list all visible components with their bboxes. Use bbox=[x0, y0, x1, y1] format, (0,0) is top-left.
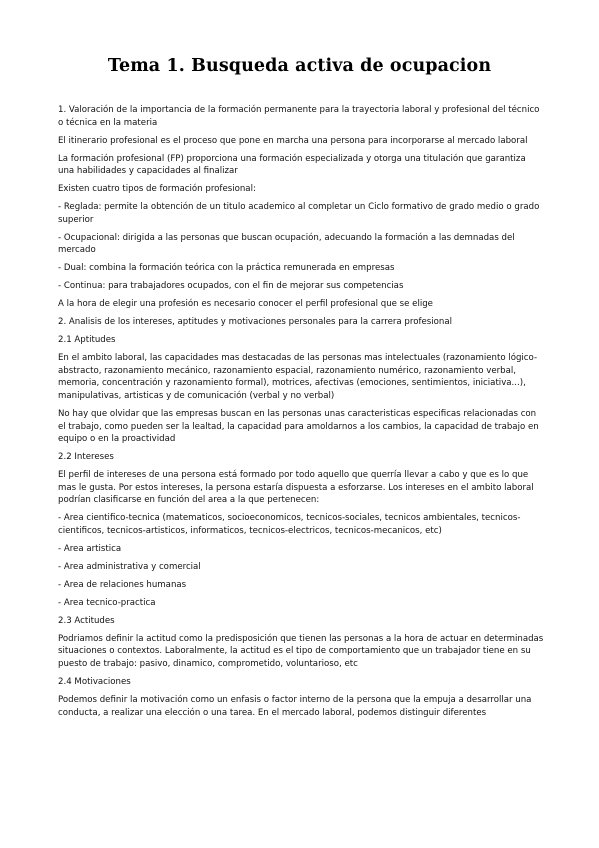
heading-section-1: 1. Valoración de la importancia de la formación permanente para la trayectoria laboral y profesional del técnico o técnica en la materia bbox=[58, 105, 540, 128]
list-item: - Ocupacional: dirigida a las personas que buscan ocupación, adecuando la formación a las demnadas del mercado bbox=[58, 232, 515, 256]
document-body bbox=[58, 104, 544, 725]
paragraph: El perfil de intereses de una persona está formado por todo aquello que querría llevar a cabo y que es lo que mas le gusta. Por estos intereses, la persona estaría dispuesta a esforzarse. Los intereses en el ambito laboral podrían clasificarse en función del area a la que pertenecen: bbox=[58, 470, 534, 506]
subheading-motivaciones: 2.4 Motivaciones bbox=[58, 676, 131, 687]
list-item: - Reglada: permite la obtención de un titulo academico al completar un Ciclo formativo de grado medio o grado superior bbox=[58, 202, 540, 225]
list-item: - Area cientifico-tecnica (matematicos, socioeconomicos, tecnicos-sociales, tecnicos ambientales, tecnicos-cientificos, tecnicos-artisticos, informaticos, tecnicos-electricos, tecnicos-mecanicos, etc) bbox=[58, 513, 521, 536]
list-item: - Area de relaciones humanas bbox=[58, 579, 187, 590]
paragraph: En el ambito laboral, las capacidades mas destacadas de las personas mas intelectuales (razonamiento lógico-abstracto, razonamiento mecánico, razonamiento espacial, razonamiento numérico, razonamiento verbal, memoria, concentración y razonamiento formal), motrices, afectivas (emociones, sentimientos, iniciativa...), manipulativas, artisticas y de comunicación (verbal y no verbal) bbox=[58, 353, 538, 401]
paragraph: Existen cuatro tipos de formación profesional: bbox=[58, 184, 256, 195]
paragraph: A la hora de elegir una profesión es necesario conocer el perfil profesional que se elige bbox=[58, 299, 433, 310]
subheading-aptitudes: 2.1 Aptitudes bbox=[58, 335, 116, 346]
list-item: - Dual: combina la formación teórica con la práctica remunerada en empresas bbox=[58, 263, 395, 274]
list-item: - Area administrativa y comercial bbox=[58, 561, 201, 572]
paragraph: Podemos definir la motivación como un enfasis o factor interno de la persona que la empuja a desarrollar una conducta, a realizar una elección o una tarea. En el mercado laboral, podemos distinguir diferentes bbox=[58, 694, 532, 718]
list-item: - Continua: para trabajadores ocupados, con el fin de mejorar sus competencias bbox=[58, 281, 404, 292]
document-title: Tema 1. Busqueda activa de ocupacion bbox=[107, 56, 492, 76]
list-item: - Area artistica bbox=[58, 543, 122, 554]
heading-section-2: 2. Analisis de los intereses, aptitudes y motivaciones personales para la carrera profesional bbox=[58, 317, 453, 328]
paragraph: No hay que olvidar que las empresas buscan en las personas unas caracteristicas especificas relacionadas con el trabajo, como pueden ser la lealtad, la capacidad para amoldarnos a los cambios, la capacidad de trabajo en equipo o en la proactividad bbox=[58, 408, 539, 445]
subheading-actitudes: 2.3 Actitudes bbox=[58, 615, 115, 626]
list-item: - Area tecnico-practica bbox=[58, 597, 156, 608]
paragraph: El itinerario profesional es el proceso que pone en marcha una persona para incorporarse al mercado laboral bbox=[58, 135, 528, 146]
paragraph: La formación profesional (FP) proporciona una formación especializada y otorga una titulación que garantiza una habilidades y capacidades al finalizar bbox=[58, 153, 526, 177]
paragraph: Podriamos definir la actitud como la predisposición que tienen las personas a la hora de actuar en determinadas situaciones o contextos. Laboralmente, la actitud es el tipo de comportamiento que un trabajador tiene en su puesto de trabajo: pasivo, dinamico, comprometido, voluntarioso, etc bbox=[58, 633, 544, 669]
subheading-intereses: 2.2 Intereses bbox=[58, 452, 114, 463]
